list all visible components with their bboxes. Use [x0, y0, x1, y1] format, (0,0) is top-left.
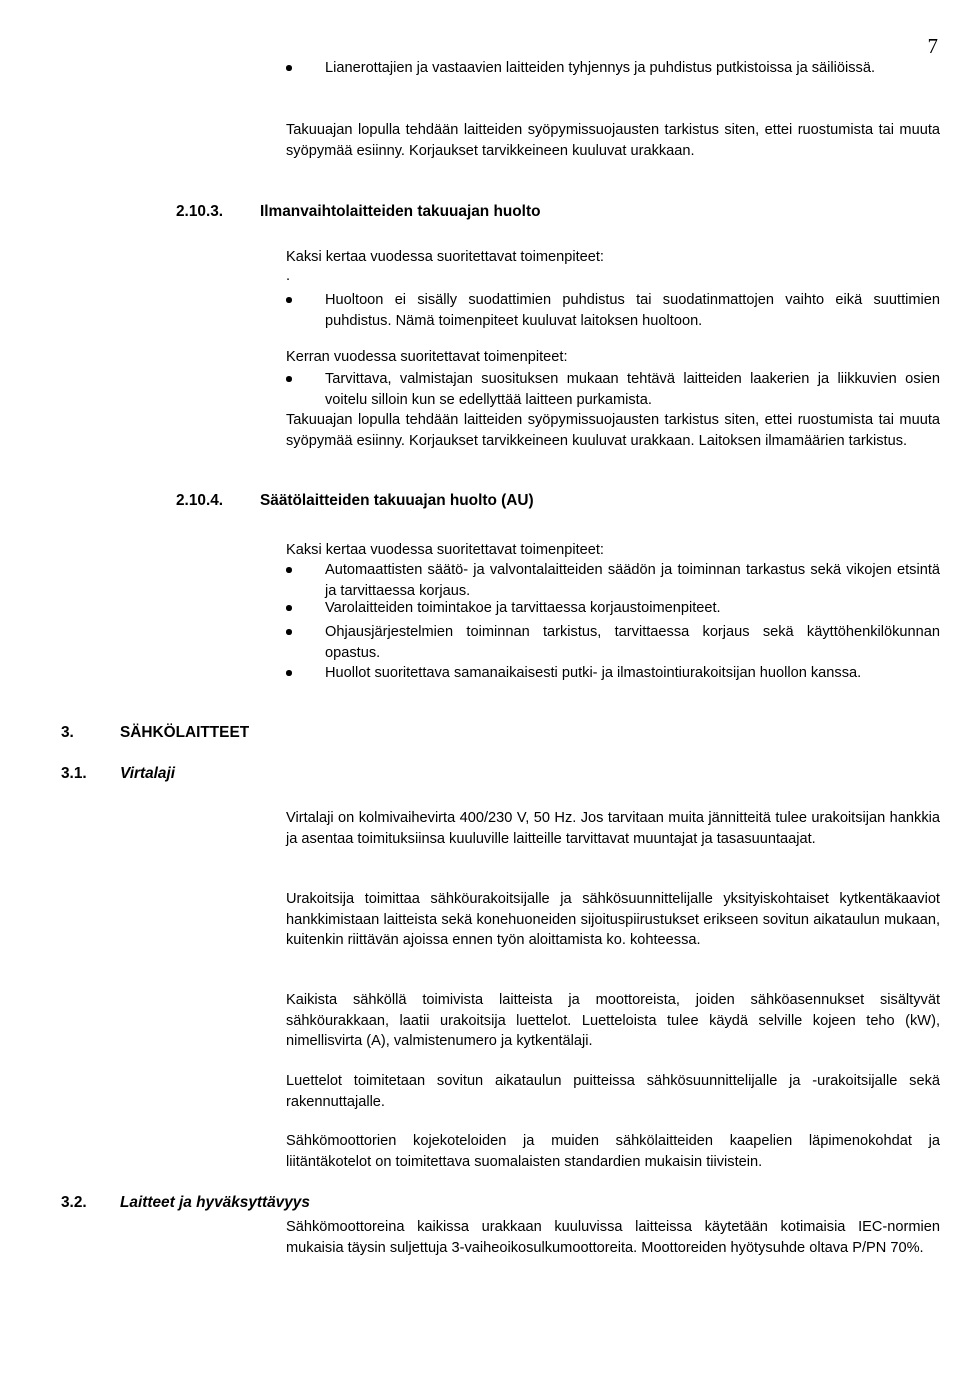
label-twice-yearly: Kaksi kertaa vuodessa suoritettavat toimenpiteet: [286, 249, 604, 265]
paragraph: Luettelot toimitetaan sovitun aikataulun puitteissa sähkösuunnittelijalle ja -urakoitsijalle sekä rakennuttajalle. [286, 1073, 940, 1110]
section-title: Säätölaitteiden takuuajan huolto (AU) [260, 492, 534, 509]
list-item [286, 58, 940, 79]
bullet-icon [286, 670, 292, 676]
list-item-text: Tarvittava, valmistajan suosituksen mukaan tehtävä laitteiden laakerien ja liikkuvien osien voitelu silloin kun se edellyttää laitteen purkamista. [325, 371, 940, 408]
list-item [286, 369, 940, 410]
section-number: 2.10.3. [176, 203, 224, 220]
section-number: 3. [61, 724, 74, 741]
label-twice-yearly: Kaksi kertaa vuodessa suoritettavat toimenpiteet: [286, 542, 604, 558]
bullet-icon [286, 297, 292, 303]
list-item-text: Varolaitteiden toimintakoe ja tarvittaessa korjaustoimenpiteet. [325, 600, 721, 616]
paragraph: Kaikista sähköllä toimivista laitteista ja moottoreista, joiden sähköasennukset sisältyvät sähköurakkaan, laatii urakoitsija luettelot. Luetteloista tulee käydä selville kojeen teho (kW), nimellisvirta (A), valmistenumero ja kytkentälaji. [286, 992, 940, 1049]
bullet-icon [286, 629, 292, 635]
page-number: 7 [927, 34, 938, 58]
section-number: 2.10.4. [176, 492, 224, 509]
section-title: Ilmanvaihtolaitteiden takuuajan huolto [260, 203, 541, 220]
paragraph: Urakoitsija toimittaa sähköurakoitsijalle ja sähkösuunnittelijalle yksityiskohtaiset kytkentäkaaviot hankkimistaan laitteista sekä konehuoneiden sijoituspiirustukset erikseen sovitun aikataulun mukaan, kuitenkin riittävän ajoissa ennen työn aloittamista ko. kohteessa. [286, 891, 940, 948]
stray-dot: . [286, 268, 291, 284]
section-title: Virtalaji [120, 765, 176, 782]
list-item [286, 663, 940, 684]
paragraph: Sähkömoottorien kojekoteloiden ja muiden sähkölaitteiden kaapelien läpimenokohdat ja liitäntäkotelot on toimitettava suomalaisten standardien mukaisin tiivistein. [286, 1133, 940, 1170]
list-item-text: Automaattisten säätö- ja valvontalaitteiden säädön ja toiminnan tarkastus sekä vikojen etsintä ja tarvittaessa korjaus. [325, 562, 940, 599]
list-item [286, 598, 940, 619]
paragraph: Sähkömoottoreina kaikissa urakkaan kuuluvissa laitteissa käytetään kotimaisia IEC-normien mukaisia täysin suljettuja 3-vaiheoikosulkumoottoreita. Moottoreiden hyötysuhde oltava P/PN 70%. [286, 1219, 940, 1256]
paragraph: Virtalaji on kolmivaihevirta 400/230 V, 50 Hz. Jos tarvitaan muita jännitteitä tulee urakoitsijan hankkia ja asentaa toimituksiinsa kuuluville laitteille tarvittavat muuntajat ja tasasuuntaajat. [286, 810, 940, 847]
list-item-text: Ohjausjärjestelmien toiminnan tarkistus, tarvittaessa korjaus sekä käyttöhenkilökunnan opastus. [325, 624, 940, 661]
bullet-icon [286, 567, 292, 573]
list-item-text: Lianerottajien ja vastaavien laitteiden tyhjennys ja puhdistus putkistoissa ja säiliöissä. [325, 60, 876, 76]
bullet-icon [286, 376, 292, 382]
list-item [286, 560, 940, 601]
paragraph: Takuuajan lopulla tehdään laitteiden syöpymissuojausten tarkistus siten, ettei ruostumista tai muuta syöpymää esiinny. Korjaukset tarvikkeineen kuuluvat urakkaan. [286, 122, 940, 159]
label-once-yearly: Kerran vuodessa suoritettavat toimenpiteet: [286, 349, 568, 365]
list-item-text: Huoltoon ei sisälly suodattimien puhdistus tai suodatinmattojen vaihto eikä suuttimien puhdistus. Nämä toimenpiteet kuuluvat laitoksen huoltoon. [325, 292, 940, 329]
section-number: 3.2. [61, 1194, 87, 1211]
section-title: SÄHKÖLAITTEET [120, 724, 250, 741]
list-item [286, 290, 940, 331]
list-item [286, 622, 940, 663]
section-number: 3.1. [61, 765, 87, 782]
paragraph: Takuuajan lopulla tehdään laitteiden syöpymissuojausten tarkistus siten, ettei ruostumista tai muuta syöpymää esiinny. Korjaukset tarvikkeineen kuuluvat urakkaan. Laitoksen ilmamäärien tarkistus. [286, 412, 940, 449]
section-title: Laitteet ja hyväksyttävyys [120, 1194, 310, 1211]
list-item-text: Huollot suoritettava samanaikaisesti putki- ja ilmastointiurakoitsijan huollon kanssa. [325, 665, 862, 681]
bullet-icon [286, 65, 292, 71]
bullet-icon [286, 605, 292, 611]
